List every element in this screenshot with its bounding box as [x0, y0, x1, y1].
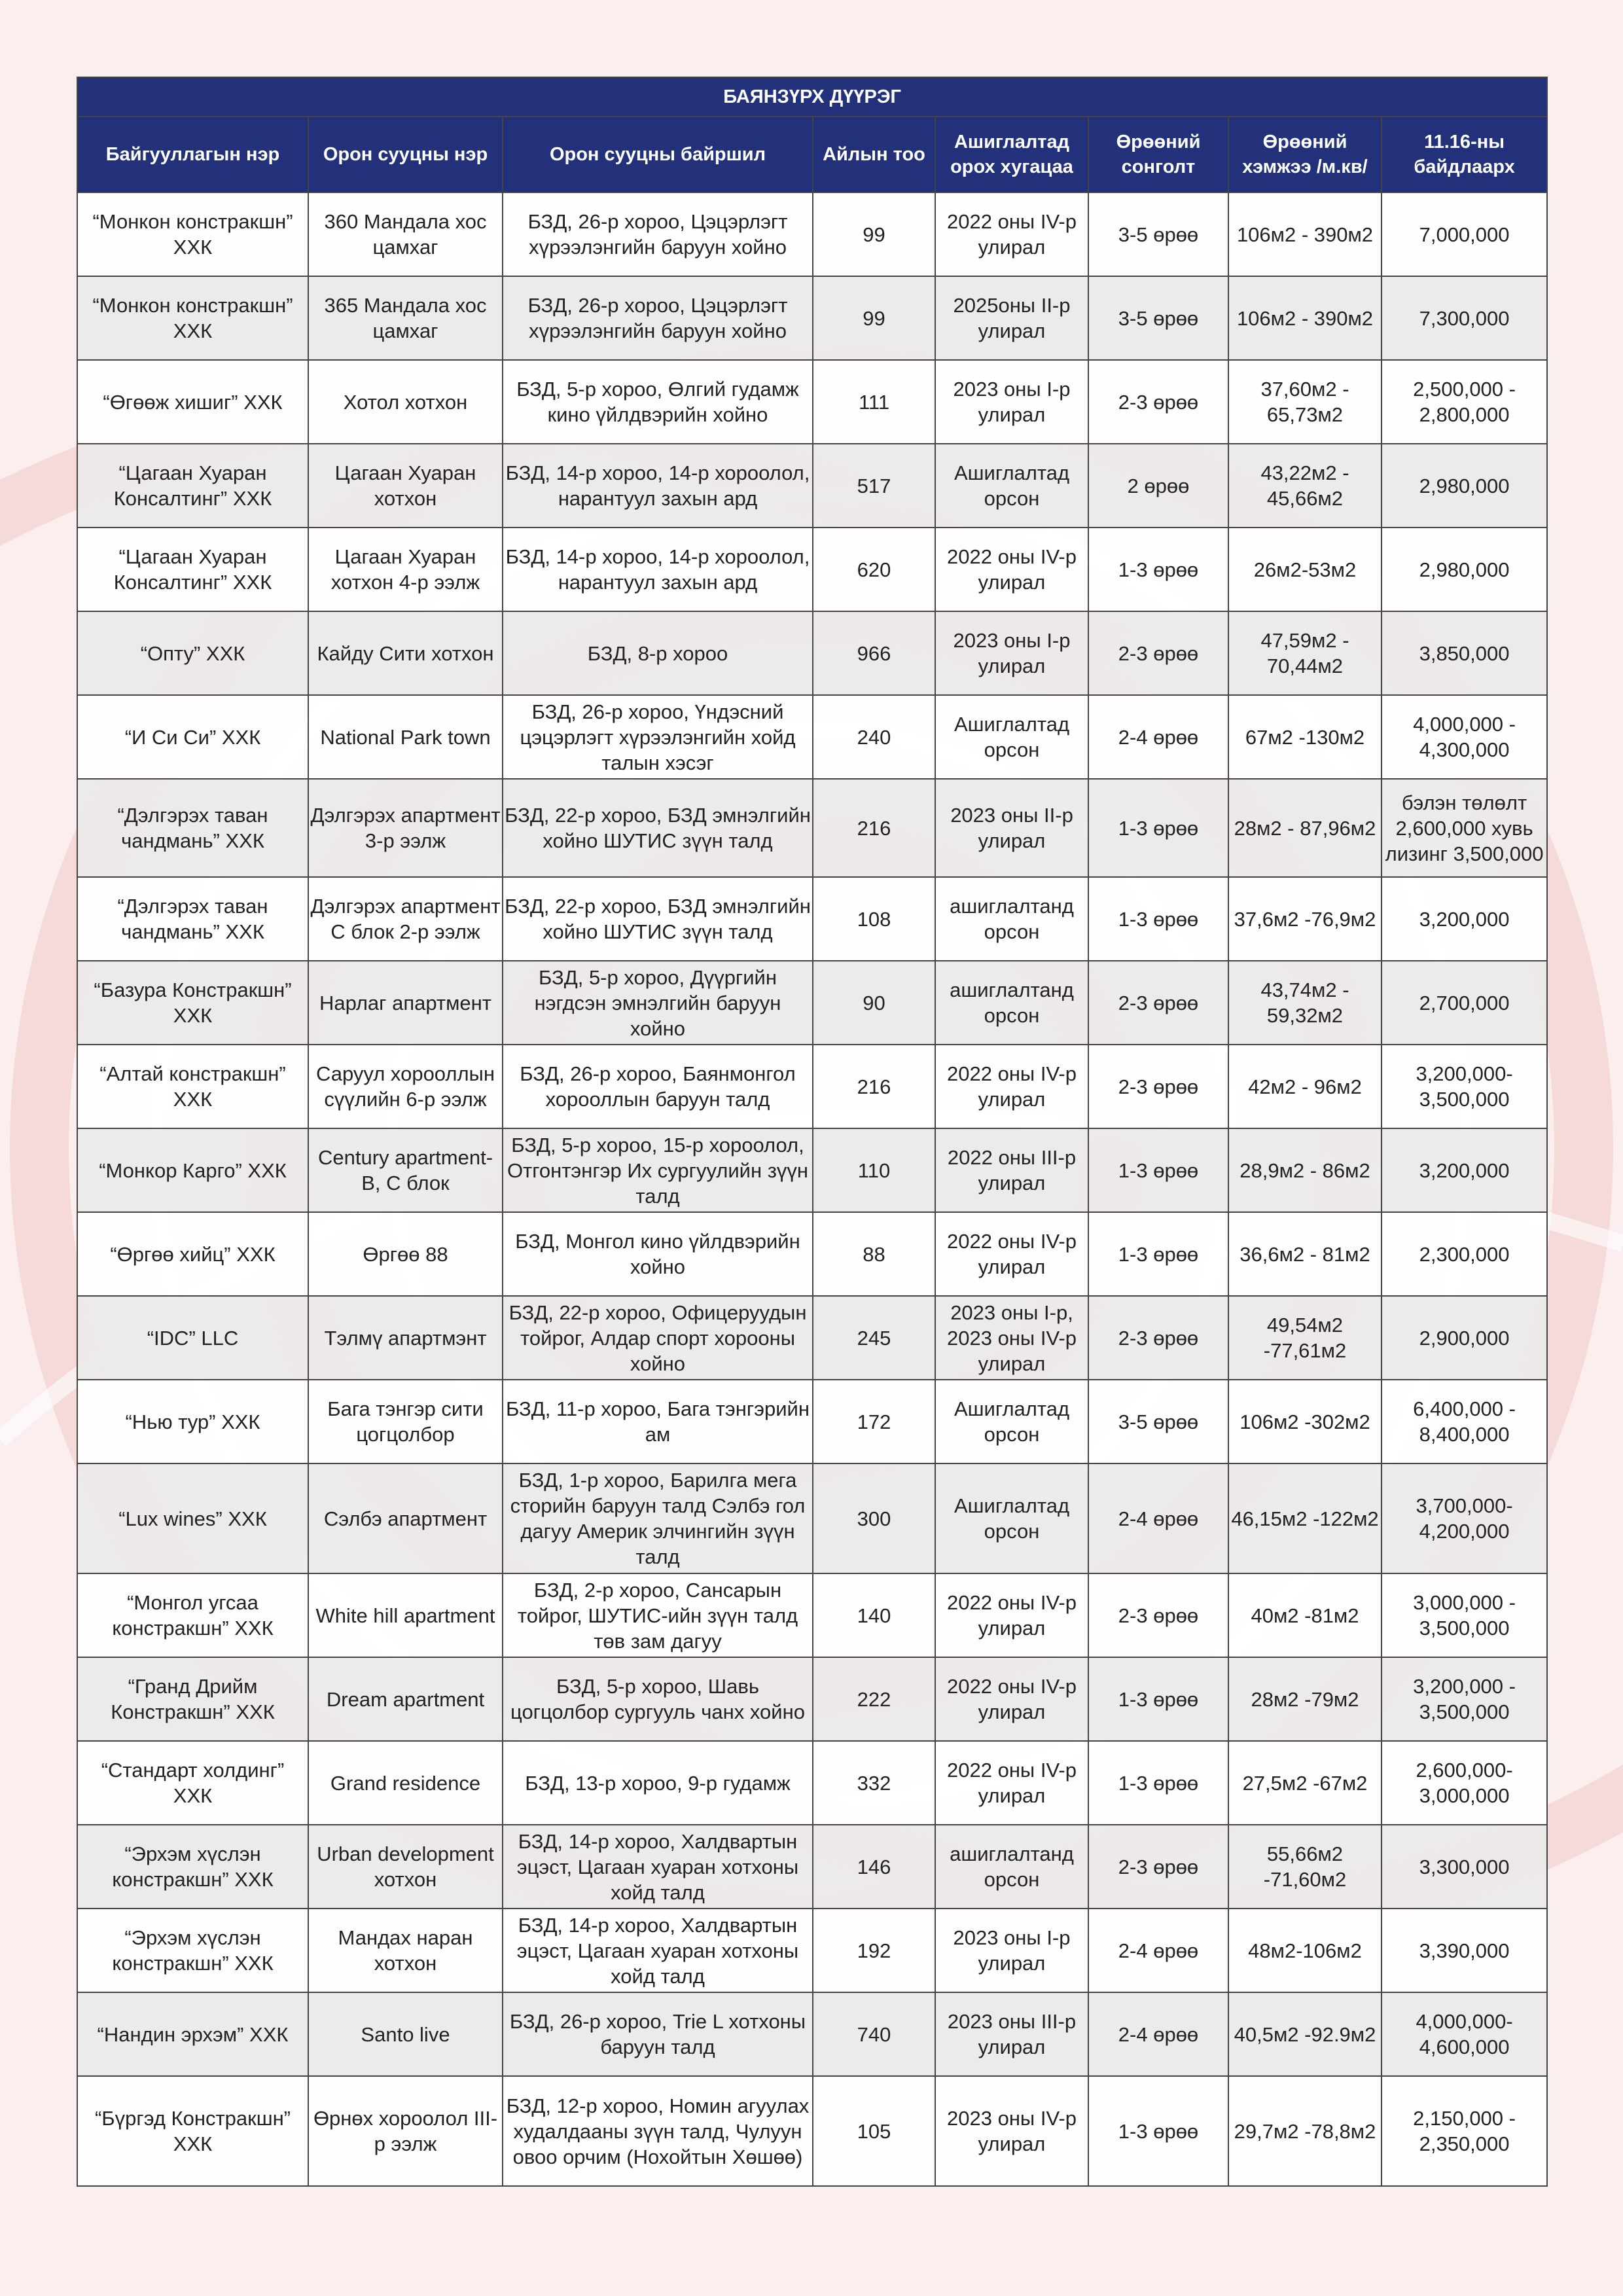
room-size-cell: 26м2-53м2 [1228, 528, 1382, 611]
completion-date-cell: 2022 оны IV-р улирал [935, 192, 1088, 276]
price-cell: 2,980,000 [1382, 528, 1547, 611]
unit-count-cell: 108 [813, 877, 935, 961]
location-header: Орон сууцны байршил [503, 117, 813, 192]
price-cell: 2,600,000- 3,000,000 [1382, 1741, 1547, 1825]
completion-date-cell: Ашиглалтад орсон [935, 1380, 1088, 1463]
table-row [77, 528, 1547, 611]
unit-count-cell: 216 [813, 779, 935, 877]
building-name-cell: Цагаан Хуаран хотхон 4-р ээлж [308, 528, 503, 611]
company-name-header: Байгууллагын нэр [77, 117, 308, 192]
building-name-cell: Grand residence [308, 1741, 503, 1825]
price-cell: 3,700,000- 4,200,000 [1382, 1463, 1547, 1573]
room-options-cell: 1-3 өрөө [1088, 2076, 1228, 2186]
table-row [77, 695, 1547, 779]
completion-date-cell: 2022 оны IV-р улирал [935, 1657, 1088, 1741]
room-options-cell: 1-3 өрөө [1088, 1657, 1228, 1741]
location-cell: БЗД, 5-р хороо, 15-р хороолол, Отгонтэнгэр Их сургуулийн зүүн талд [503, 1128, 813, 1212]
room-options-header: Өрөөний сонголт [1088, 117, 1228, 192]
unit-count-cell: 740 [813, 1992, 935, 2076]
completion-date-cell: 2022 оны III-р улирал [935, 1128, 1088, 1212]
location-cell: БЗД, 2-р хороо, Сансарын тойрог, ШУТИС-ийн зүүн талд төв зам дагуу [503, 1573, 813, 1657]
company-name-cell: “Цагаан Хуаран Консалтинг” ХХК [77, 444, 308, 528]
room-size-cell: 47,59м2 - 70,44м2 [1228, 611, 1382, 695]
company-name-cell: “Бүргэд Констракшн” ХХК [77, 2076, 308, 2186]
building-name-cell: Тэлмү апартмэнт [308, 1296, 503, 1380]
price-cell: 7,300,000 [1382, 276, 1547, 360]
unit-count-cell: 332 [813, 1741, 935, 1825]
price-cell: 2,900,000 [1382, 1296, 1547, 1380]
completion-date-cell: Ашиглалтад орсон [935, 444, 1088, 528]
building-name-cell: National Park town [308, 695, 503, 779]
table-row [77, 611, 1547, 695]
table-row [77, 1909, 1547, 1992]
company-name-cell: “Эрхэм хүслэн констракшн” ХХК [77, 1825, 308, 1909]
room-size-cell: 37,6м2 -76,9м2 [1228, 877, 1382, 961]
price-cell: 3,200,000 - 3,500,000 [1382, 1657, 1547, 1741]
company-name-cell: “Монкор Карго” ХХК [77, 1128, 308, 1212]
room-size-header: Өрөөний хэмжээ /м.кв/ [1228, 117, 1382, 192]
room-options-cell: 2-3 өрөө [1088, 611, 1228, 695]
price-cell: 4,000,000 - 4,300,000 [1382, 695, 1547, 779]
company-name-cell: “Дэлгэрэх таван чандмань” ХХК [77, 877, 308, 961]
location-cell: БЗД, Монгол кино үйлдвэрийн хойно [503, 1212, 813, 1296]
unit-count-cell: 192 [813, 1909, 935, 1992]
unit-count-cell: 90 [813, 961, 935, 1045]
unit-count-cell: 140 [813, 1573, 935, 1657]
completion-date-cell: 2023 оны I-р улирал [935, 360, 1088, 444]
location-cell: БЗД, 5-р хороо, Шавь цогцолбор сургууль чанх хойно [503, 1657, 813, 1741]
building-name-cell: Urban development хотхон [308, 1825, 503, 1909]
room-options-cell: 1-3 өрөө [1088, 877, 1228, 961]
building-name-cell: Цагаан Хуаран хотхон [308, 444, 503, 528]
district-title: БАЯНЗҮРХ ДҮҮРЭГ [77, 77, 1547, 117]
completion-date-cell: 2025оны II-р улирал [935, 276, 1088, 360]
room-size-cell: 29,7м2 -78,8м2 [1228, 2076, 1382, 2186]
company-name-cell: “Базура Констракшн” ХХК [77, 961, 308, 1045]
company-name-cell: “Монгол угсаа констракшн” ХХК [77, 1573, 308, 1657]
location-cell: БЗД, 5-р хороо, Дүүргийн нэгдсэн эмнэлгийн баруун хойно [503, 961, 813, 1045]
building-name-cell: Дэлгэрэх апартмент 3-р ээлж [308, 779, 503, 877]
room-options-cell: 2-4 өрөө [1088, 1992, 1228, 2076]
table-row [77, 1573, 1547, 1657]
location-cell: БЗД, 11-р хороо, Бага тэнгэрийн ам [503, 1380, 813, 1463]
room-size-cell: 28м2 - 87,96м2 [1228, 779, 1382, 877]
company-name-cell: “Өргөө хийц” ХХК [77, 1212, 308, 1296]
room-options-cell: 2-4 өрөө [1088, 1909, 1228, 1992]
room-size-cell: 36,6м2 - 81м2 [1228, 1212, 1382, 1296]
room-options-cell: 2-3 өрөө [1088, 961, 1228, 1045]
apartment-price-table [77, 77, 1548, 2187]
price-cell: 2,700,000 [1382, 961, 1547, 1045]
company-name-cell: “Нандин эрхэм” ХХК [77, 1992, 308, 2076]
unit-count-cell: 99 [813, 192, 935, 276]
company-name-cell: “Дэлгэрэх таван чандмань” ХХК [77, 779, 308, 877]
completion-date-cell: Ашиглалтад орсон [935, 1463, 1088, 1573]
unit-count-cell: 240 [813, 695, 935, 779]
unit-count-cell: 300 [813, 1463, 935, 1573]
room-size-cell: 43,74м2 - 59,32м2 [1228, 961, 1382, 1045]
table-row [77, 360, 1547, 444]
location-cell: БЗД, 22-р хороо, Офицеруудын тойрог, Алдар спорт хорооны хойно [503, 1296, 813, 1380]
room-options-cell: 2 өрөө [1088, 444, 1228, 528]
unit-count-header: Айлын тоо [813, 117, 935, 192]
location-cell: БЗД, 14-р хороо, 14-р хороолол, нарантуул захын ард [503, 528, 813, 611]
unit-count-cell: 111 [813, 360, 935, 444]
room-options-cell: 2-3 өрөө [1088, 1825, 1228, 1909]
price-cell: 3,300,000 [1382, 1825, 1547, 1909]
building-name-cell: Дэлгэрэх апартмент С блок 2-р ээлж [308, 877, 503, 961]
unit-count-cell: 966 [813, 611, 935, 695]
building-name-cell: 360 Мандала хос цамхаг [308, 192, 503, 276]
completion-date-cell: ашиглалтанд орсон [935, 961, 1088, 1045]
price-cell: 3,200,000 [1382, 1128, 1547, 1212]
room-options-cell: 2-3 өрөө [1088, 1045, 1228, 1128]
unit-count-cell: 172 [813, 1380, 935, 1463]
unit-count-cell: 517 [813, 444, 935, 528]
unit-count-cell: 88 [813, 1212, 935, 1296]
price-cell: 4,000,000- 4,600,000 [1382, 1992, 1547, 2076]
table-row [77, 1045, 1547, 1128]
room-size-cell: 43,22м2 - 45,66м2 [1228, 444, 1382, 528]
price-cell: 3,850,000 [1382, 611, 1547, 695]
location-cell: БЗД, 14-р хороо, Халдвартын эцэст, Цагаан хуаран хотхоны хойд талд [503, 1825, 813, 1909]
building-name-cell: Нарлаг апартмент [308, 961, 503, 1045]
company-name-cell: “Цагаан Хуаран Консалтинг” ХХК [77, 528, 308, 611]
completion-date-cell: 2023 оны I-р, 2023 оны IV-р улирал [935, 1296, 1088, 1380]
unit-count-cell: 245 [813, 1296, 935, 1380]
room-size-cell: 106м2 - 390м2 [1228, 276, 1382, 360]
room-options-cell: 3-5 өрөө [1088, 276, 1228, 360]
building-name-cell: 365 Мандала хос цамхаг [308, 276, 503, 360]
building-name-cell: Саруул хорооллын сүүлийн 6-р ээлж [308, 1045, 503, 1128]
completion-date-cell: 2023 оны I-р улирал [935, 1909, 1088, 1992]
room-options-cell: 2-3 өрөө [1088, 360, 1228, 444]
completion-date-cell: 2023 оны III-р улирал [935, 1992, 1088, 2076]
completion-date-cell: 2023 оны IV-р улирал [935, 2076, 1088, 2186]
unit-count-cell: 146 [813, 1825, 935, 1909]
price-cell: 2,300,000 [1382, 1212, 1547, 1296]
room-options-cell: 1-3 өрөө [1088, 1212, 1228, 1296]
completion-date-cell: ашиглалтанд орсон [935, 877, 1088, 961]
location-cell: БЗД, 26-р хороо, Trie L хотхоны баруун талд [503, 1992, 813, 2076]
building-name-cell: Century apartment- B, C блок [308, 1128, 503, 1212]
table-row [77, 1296, 1547, 1380]
price-cell: 3,200,000 [1382, 877, 1547, 961]
location-cell: БЗД, 26-р хороо, Баянмонгол хорооллын баруун талд [503, 1045, 813, 1128]
room-size-cell: 28м2 -79м2 [1228, 1657, 1382, 1741]
unit-count-cell: 620 [813, 528, 935, 611]
company-name-cell: “Эрхэм хүслэн констракшн” ХХК [77, 1909, 308, 1992]
table-row [77, 779, 1547, 877]
company-name-cell: “Нью тур” ХХК [77, 1380, 308, 1463]
table-row [77, 1128, 1547, 1212]
company-name-cell: “Lux wines” ХХК [77, 1463, 308, 1573]
room-size-cell: 40,5м2 -92.9м2 [1228, 1992, 1382, 2076]
company-name-cell: “Гранд Дрийм Констракшн” ХХК [77, 1657, 308, 1741]
company-name-cell: “Опту” ХХК [77, 611, 308, 695]
price-cell: 3,000,000 - 3,500,000 [1382, 1573, 1547, 1657]
room-size-cell: 67м2 -130м2 [1228, 695, 1382, 779]
company-name-cell: “IDC” LLC [77, 1296, 308, 1380]
completion-date-cell: 2022 оны IV-р улирал [935, 1741, 1088, 1825]
location-cell: БЗД, 8-р хороо [503, 611, 813, 695]
company-name-cell: “Монкон констракшн” ХХК [77, 192, 308, 276]
room-size-cell: 27,5м2 -67м2 [1228, 1741, 1382, 1825]
location-cell: БЗД, 14-р хороо, Халдвартын эцэст, Цагаан хуаран хотхоны хойд талд [503, 1909, 813, 1992]
location-cell: БЗД, 26-р хороо, Үндэсний цэцэрлэгт хүрээлэнгийн хойд талын хэсэг [503, 695, 813, 779]
price-header: 11.16-ны байдлаарх [1382, 117, 1547, 192]
room-size-cell: 48м2-106м2 [1228, 1909, 1382, 1992]
table-row [77, 1741, 1547, 1825]
table-row [77, 877, 1547, 961]
table-row [77, 961, 1547, 1045]
price-cell: 3,390,000 [1382, 1909, 1547, 1992]
location-cell: БЗД, 12-р хороо, Номин агуулах худалдааны зүүн талд, Чулуун овоо орчим (Нохойтын Хөшөө) [503, 2076, 813, 2186]
room-size-cell: 40м2 -81м2 [1228, 1573, 1382, 1657]
price-cell: 7,000,000 [1382, 192, 1547, 276]
price-cell: бэлэн төлөлт 2,600,000 хувь лизинг 3,500,000 [1382, 779, 1547, 877]
room-options-cell: 1-3 өрөө [1088, 779, 1228, 877]
location-cell: БЗД, 26-р хороо, Цэцэрлэгт хүрээлэнгийн баруун хойно [503, 192, 813, 276]
location-cell: БЗД, 1-р хороо, Барилга мега сторийн баруун талд Сэлбэ гол дагуу Америк элчингийн зүүн талд [503, 1463, 813, 1573]
building-name-cell: Мандах наран хотхон [308, 1909, 503, 1992]
room-size-cell: 49,54м2 -77,61м2 [1228, 1296, 1382, 1380]
building-name-cell: Бага тэнгэр сити цогцолбор [308, 1380, 503, 1463]
completion-date-cell: 2022 оны IV-р улирал [935, 1212, 1088, 1296]
completion-date-cell: 2023 оны I-р улирал [935, 611, 1088, 695]
completion-date-cell: 2022 оны IV-р улирал [935, 1045, 1088, 1128]
building-name-header: Орон сууцны нэр [308, 117, 503, 192]
unit-count-cell: 222 [813, 1657, 935, 1741]
room-options-cell: 1-3 өрөө [1088, 1741, 1228, 1825]
company-name-cell: “Стандарт холдинг” ХХК [77, 1741, 308, 1825]
completion-date-cell: 2023 оны II-р улирал [935, 779, 1088, 877]
room-options-cell: 1-3 өрөө [1088, 528, 1228, 611]
location-cell: БЗД, 26-р хороо, Цэцэрлэгт хүрээлэнгийн баруун хойно [503, 276, 813, 360]
room-size-cell: 37,60м2 - 65,73м2 [1228, 360, 1382, 444]
table-row [77, 1463, 1547, 1573]
table-row [77, 1657, 1547, 1741]
building-name-cell: Dream apartment [308, 1657, 503, 1741]
table-row [77, 192, 1547, 276]
company-name-cell: “Монкон констракшн” ХХК [77, 276, 308, 360]
price-cell: 2,150,000 - 2,350,000 [1382, 2076, 1547, 2186]
location-cell: БЗД, 22-р хороо, БЗД эмнэлгийн хойно ШУТИС зүүн талд [503, 779, 813, 877]
room-size-cell: 106м2 - 390м2 [1228, 192, 1382, 276]
price-cell: 2,500,000 - 2,800,000 [1382, 360, 1547, 444]
room-size-cell: 55,66м2 -71,60м2 [1228, 1825, 1382, 1909]
table-row [77, 1992, 1547, 2076]
company-name-cell: “Өгөөж хишиг” ХХК [77, 360, 308, 444]
building-name-cell: Santo live [308, 1992, 503, 2076]
unit-count-cell: 110 [813, 1128, 935, 1212]
completion-date-cell: 2022 оны IV-р улирал [935, 528, 1088, 611]
building-name-cell: Сэлбэ апартмент [308, 1463, 503, 1573]
room-options-cell: 3-5 өрөө [1088, 192, 1228, 276]
room-options-cell: 2-4 өрөө [1088, 695, 1228, 779]
unit-count-cell: 99 [813, 276, 935, 360]
room-options-cell: 2-4 өрөө [1088, 1463, 1228, 1573]
building-name-cell: Кайду Сити хотхон [308, 611, 503, 695]
completion-date-cell: ашиглалтанд орсон [935, 1825, 1088, 1909]
room-options-cell: 1-3 өрөө [1088, 1128, 1228, 1212]
building-name-cell: Өргөө 88 [308, 1212, 503, 1296]
room-size-cell: 106м2 -302м2 [1228, 1380, 1382, 1463]
unit-count-cell: 216 [813, 1045, 935, 1128]
completion-date-cell: 2022 оны IV-р улирал [935, 1573, 1088, 1657]
price-cell: 3,200,000- 3,500,000 [1382, 1045, 1547, 1128]
room-size-cell: 28,9м2 - 86м2 [1228, 1128, 1382, 1212]
table-row [77, 1380, 1547, 1463]
room-options-cell: 2-3 өрөө [1088, 1573, 1228, 1657]
company-name-cell: “И Си Си” ХХК [77, 695, 308, 779]
table-row [77, 2076, 1547, 2186]
building-name-cell: Өрнөх хороолол III-р ээлж [308, 2076, 503, 2186]
table-row [77, 276, 1547, 360]
price-cell: 6,400,000 - 8,400,000 [1382, 1380, 1547, 1463]
price-cell: 2,980,000 [1382, 444, 1547, 528]
apartment-table-wrapper [77, 77, 1546, 2187]
room-size-cell: 46,15м2 -122м2 [1228, 1463, 1382, 1573]
completion-date-cell: Ашиглалтад орсон [935, 695, 1088, 779]
building-name-cell: Хотол хотхон [308, 360, 503, 444]
location-cell: БЗД, 22-р хороо, БЗД эмнэлгийн хойно ШУТИС зүүн талд [503, 877, 813, 961]
location-cell: БЗД, 13-р хороо, 9-р гудамж [503, 1741, 813, 1825]
table-row [77, 1825, 1547, 1909]
table-row [77, 1212, 1547, 1296]
completion-date-header: Ашиглалтад орох хугацаа [935, 117, 1088, 192]
room-size-cell: 42м2 - 96м2 [1228, 1045, 1382, 1128]
building-name-cell: White hill apartment [308, 1573, 503, 1657]
unit-count-cell: 105 [813, 2076, 935, 2186]
company-name-cell: “Алтай констракшн” ХХК [77, 1045, 308, 1128]
location-cell: БЗД, 5-р хороо, Өлгий гудамж кино үйлдвэрийн хойно [503, 360, 813, 444]
room-options-cell: 3-5 өрөө [1088, 1380, 1228, 1463]
table-row [77, 444, 1547, 528]
room-options-cell: 2-3 өрөө [1088, 1296, 1228, 1380]
location-cell: БЗД, 14-р хороо, 14-р хороолол, нарантуул захын ард [503, 444, 813, 528]
